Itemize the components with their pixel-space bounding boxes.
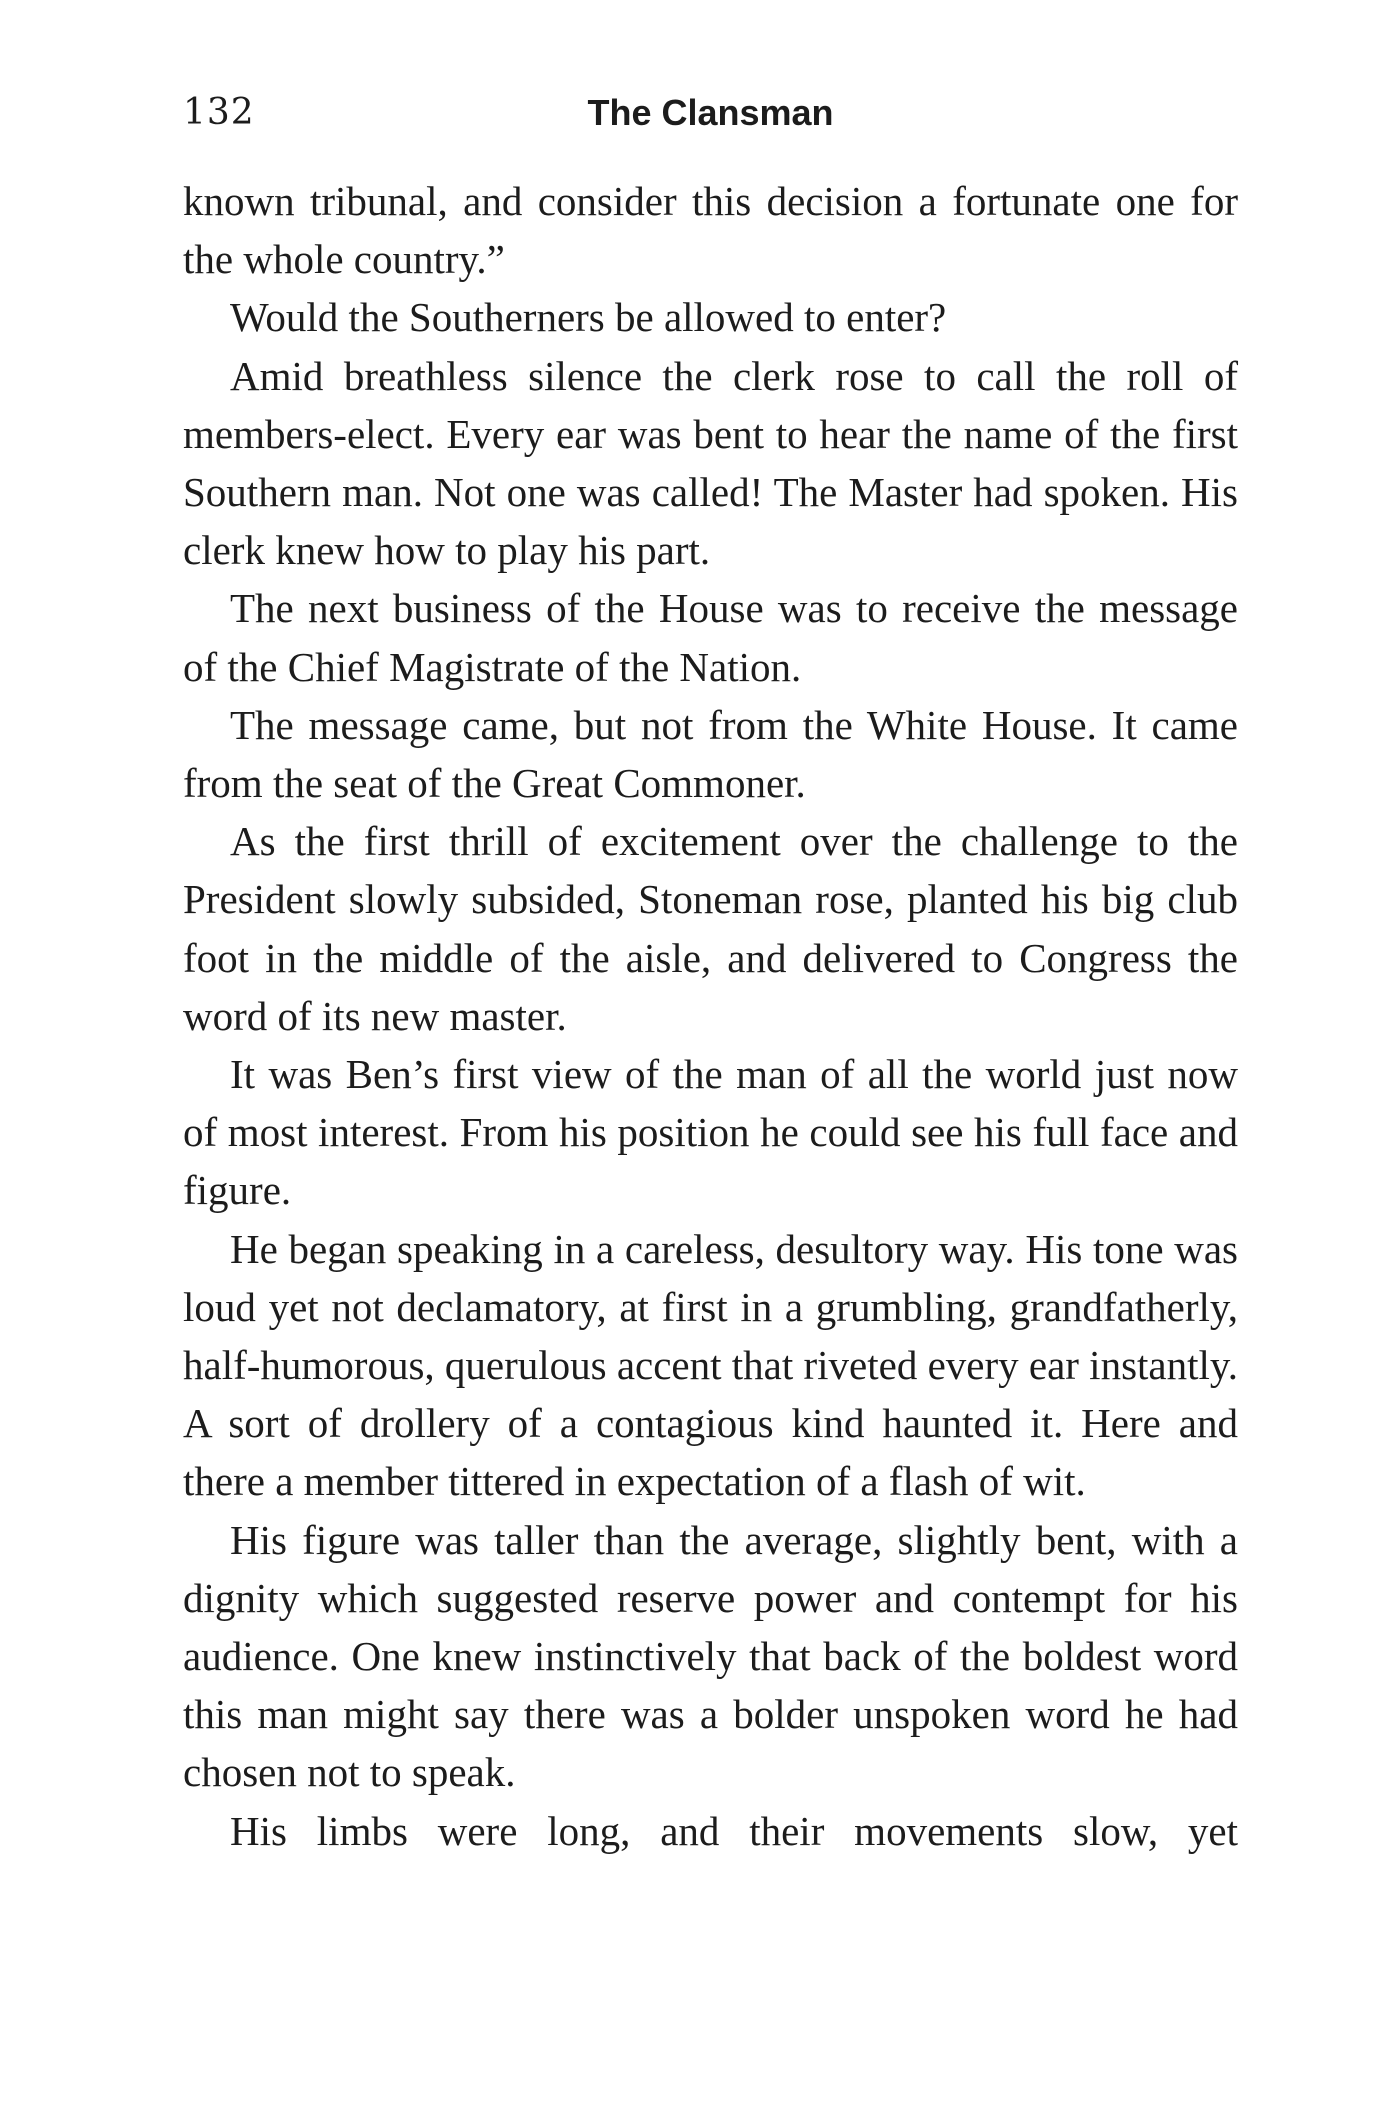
body-text: [183, 172, 1238, 1860]
paragraph: Amid breathless silence the clerk rose to call the roll of members-elect. Every ear was bent to hear the name of the first Southern man. Not one was called! The Master had spoken. His clerk knew how to play his part.: [183, 352, 1238, 574]
paragraph: He began speaking in a careless, desultory way. His tone was loud yet not declamatory, at first in a grumbling, grandfatherly, half-humorous, querulous accent that riveted every ear instantly. A sort of drollery of a contagious kind haunted it. Here and there a member tittered in expectation of a flash of wit.: [183, 1225, 1238, 1505]
paragraph: The next business of the House was to receive the message of the Chief Magistrate of the Nation.: [183, 585, 1238, 690]
page-header: [183, 92, 1238, 152]
paragraph: As the first thrill of excitement over the challenge to the President slowly subsided, Stoneman rose, planted his big club foot in the middle of the aisle, and delivered to Congress the word of its new master.: [183, 818, 1238, 1039]
paragraph: His figure was taller than the average, slightly bent, with a dignity which suggested reserve power and contempt for his audience. One knew instinctively that back of the boldest word this man might say there was a bolder unspoken word he had chosen not to speak.: [183, 1516, 1238, 1796]
paragraph: The message came, but not from the White House. It came from the seat of the Great Commoner.: [183, 701, 1238, 807]
page-number: 132: [183, 92, 255, 133]
paragraph: Would the Southerners be allowed to enter?: [230, 294, 947, 341]
paragraph: It was Ben’s first view of the man of all the world just now of most interest. From his position he could see his full face and figure.: [183, 1051, 1238, 1214]
running-title: The Clansman: [587, 92, 834, 133]
paragraph-continues: His limbs were long, and their movements slow, yet: [230, 1807, 1238, 1854]
paragraph-continuation: known tribunal, and consider this decision a fortunate one for the whole country.”: [183, 178, 1238, 283]
